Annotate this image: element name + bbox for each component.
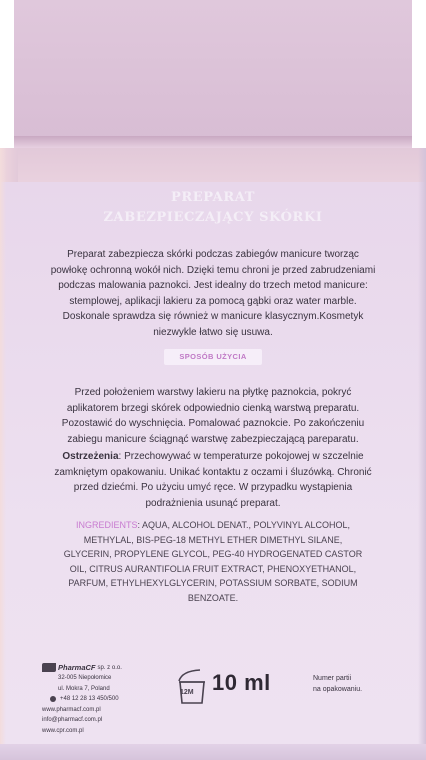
usage-instructions: Przed położeniem warstwy lakieru na płytkę paznokcia, pokryć aplikatorem brzegi skórek odpowiednio cienką warstwą preparatu. Pozostawić do wyschnięcia. Pomalować paznokcie. Po zakończeniu zabiegu manicure ściągnąć warstwę zabezpieczającą pareparatu.	[61, 387, 365, 445]
manufacturer-info	[42, 662, 172, 736]
pao-label: 12M	[180, 689, 194, 696]
warnings	[48, 449, 378, 511]
product-title-line2: ZABEZPIECZAJĄCY SKÓRKI	[103, 210, 323, 225]
period-after-opening-icon	[174, 668, 208, 706]
product-title-line1: PREPARAT	[170, 190, 256, 205]
volume: 10 ml	[212, 670, 271, 695]
usage-heading: SPOSÓB UŻYCIA	[164, 349, 262, 365]
email-line: info@pharmacf.com.pl	[42, 717, 103, 723]
pharmacf-logo-icon	[42, 663, 56, 672]
batch-note-line2: na opakowaniu.	[313, 686, 363, 693]
box-fold	[0, 148, 426, 182]
batch-note	[313, 673, 403, 695]
ingredients-text: : AQUA, ALCOHOL DENAT., POLYVINYL ALCOHOL, METHYLAL, BIS-PEG-18 METHYL ETHER DIMETHYL SILANE, GLYCERIN, PROPYLENE GLYCOL, PEG-40 HYDROGENATED CASTOR OIL, CITRUS AURANTIFOLIA FRUIT EXTRACT, PHENOXYETHANOL, PARFUM, ETHYLHEXYLGLYCERIN, POTASSIUM SORBATE, SODIUM BENZOATE.	[63, 520, 363, 603]
phone-line	[42, 694, 172, 705]
box-edge-left	[0, 148, 6, 760]
top-flap-shadow	[14, 136, 412, 148]
website-2-line: www.cpr.com.pl	[42, 727, 84, 734]
phone-icon	[50, 696, 56, 702]
ingredients-label: INGREDIENTS	[75, 520, 138, 530]
warnings-label: Ostrzeżenia	[62, 451, 119, 462]
manufacturer-name: PharmaCF	[58, 663, 96, 672]
box-edge-right	[418, 148, 426, 760]
phone-number: +48 12 28 13 450/500	[60, 696, 119, 702]
box-bottom-fold	[0, 744, 426, 760]
address-line-1: 32-005 Niepołomice	[58, 675, 112, 681]
manufacturer-suffix: sp. z o.o.	[97, 664, 122, 671]
product-description: Preparat zabezpiecza skórki podczas zabiegów manicure tworząc powłokę ochronną wokół nich. Dzięki temu chroni je przed zabrudzeniami podczas malowania paznokci. Jest idealny do trzech metod manicure: stemplowej, aplikacji lakieru za pomocą gąbki oraz water marble. Doskonale sprawdza się również w manicure klasycznym.Kosmetyk niezwykle łatwo się usuwa.	[50, 249, 376, 338]
warnings-text: : Przechowywać w temperaturze pokojowej w szczelnie zamkniętym opakowaniu. Unikać kontaktu z oczami i śluzówką. Chronić przed dziećmi. Po użyciu umyć ręce. W przypadku wystąpienia podrażnienia usunąć preparat.	[54, 451, 372, 509]
batch-note-line1: Numer partii	[313, 675, 352, 682]
manufacturer-logo	[42, 662, 172, 673]
top-flap	[14, 0, 412, 140]
address-line-2: ul. Mokra 7, Poland	[58, 685, 110, 692]
ingredients	[60, 518, 366, 605]
website-line: www.pharmacf.com.pl	[42, 706, 101, 713]
